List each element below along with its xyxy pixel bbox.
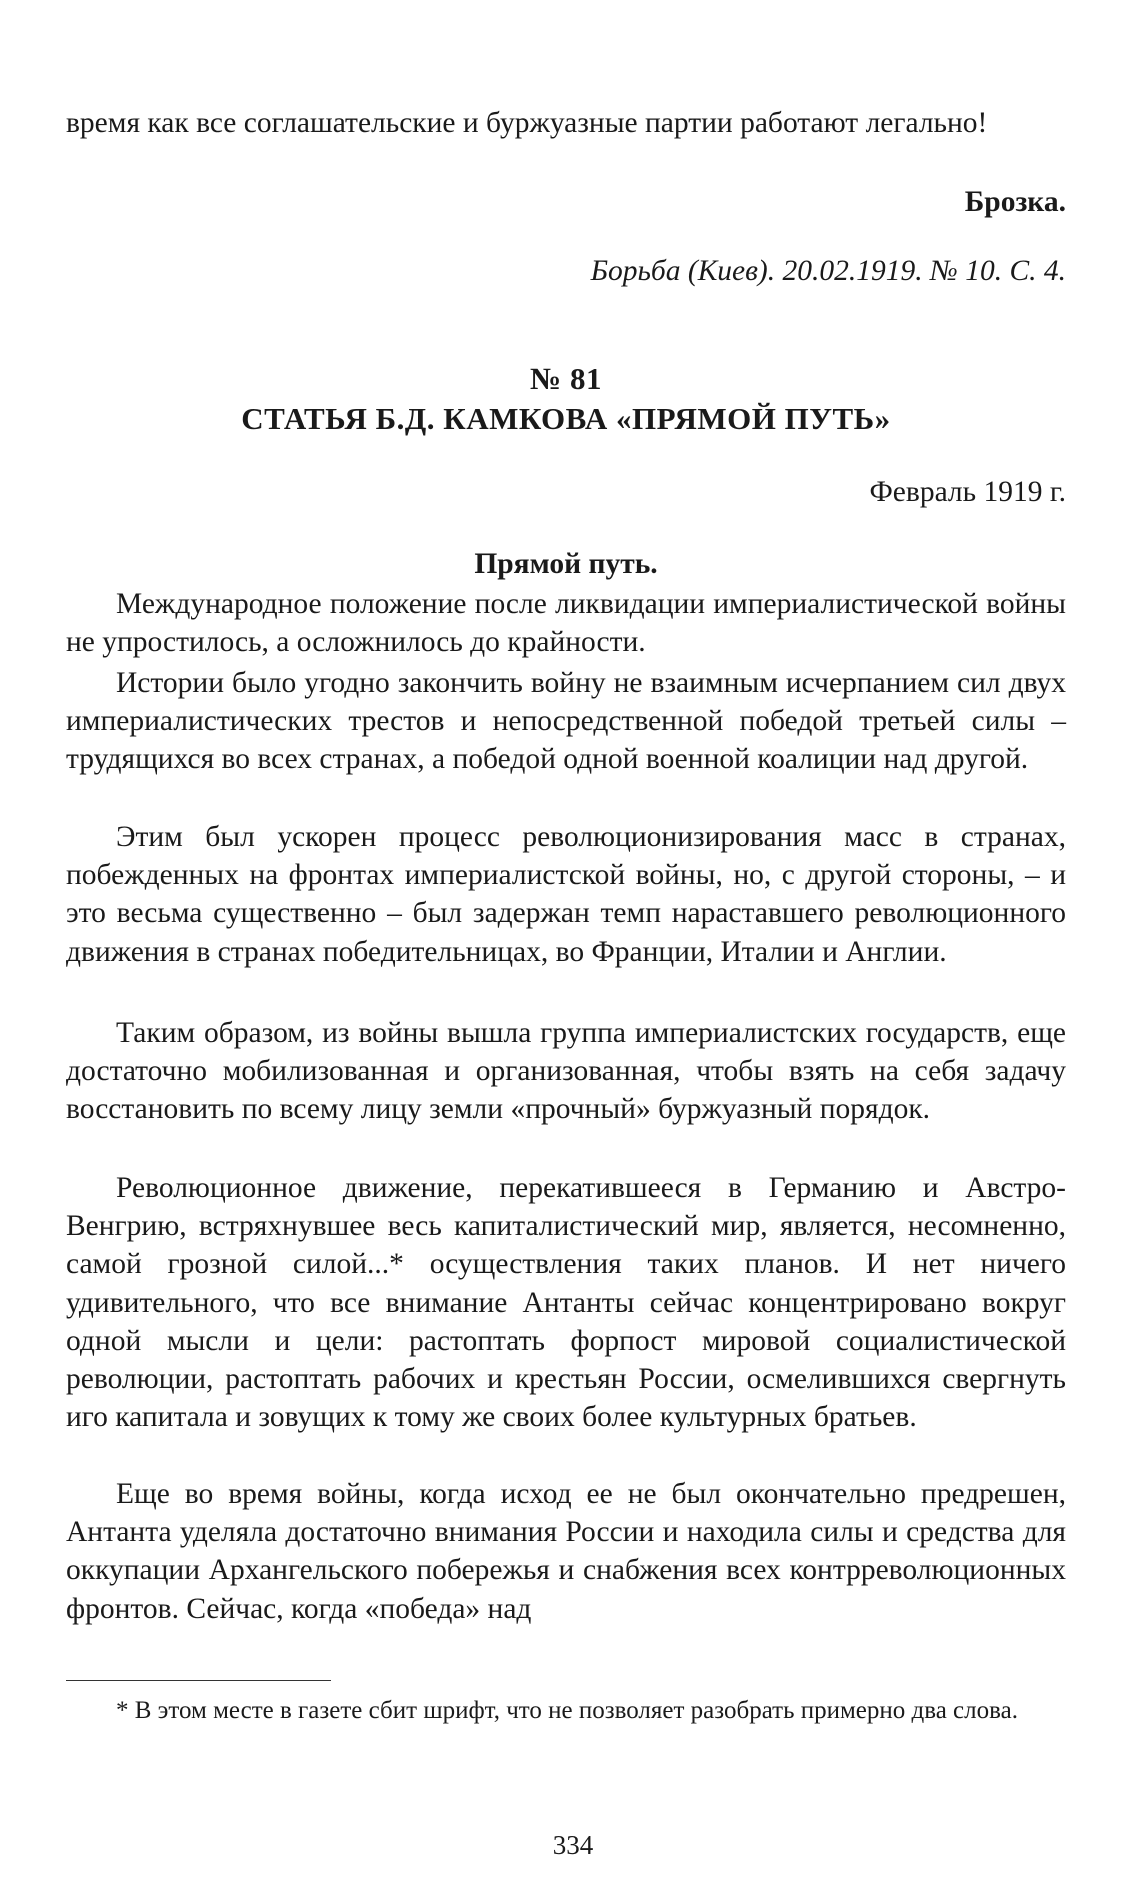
- intro-paragraph: время как все соглашательские и буржуазные партии работают легально!: [66, 107, 988, 139]
- body-paragraph: Истории было угодно закончить войну не взаимным исчерпанием сил двух империалистических трестов и непосредственной победой третьей силы – трудящихся во всех странах, а победой одной военной коалиции над другой.: [66, 667, 1066, 776]
- body-paragraph: Таким образом, из войны вышла группа империалистских государств, еще достаточно мобилизованная и организованная, чтобы взять на себя задачу восстановить по всему лицу земли «прочный» буржуазный порядок.: [66, 1017, 1066, 1126]
- article-subtitle: Прямой путь.: [474, 548, 658, 580]
- page-number: 334: [552, 1830, 594, 1860]
- footnote-divider: [66, 1680, 331, 1681]
- document-number: № 81: [530, 361, 602, 396]
- body-paragraph: Международное положение после ликвидации империалистической войны не упростилось, а осложнилось до крайности.: [66, 588, 1066, 659]
- body-paragraph: Революционное движение, перекатившееся в Германию и Австро-Венгрию, встряхнувшее весь капиталистический мир, является, несомненно, самой грозной силой...* осуществления таких планов. И нет ничего удивительного, что все внимание Антанты сейчас концентрировано вокруг одной мысли и цели: растоптать форпост мировой социалистической революции, растоптать рабочих и крестьян России, осмелившихся свергнуть иго капитала и зовущих к тому же своих более культурных братьев.: [66, 1172, 1066, 1434]
- document-date: Февраль 1919 г.: [869, 476, 1066, 508]
- source-citation: Борьба (Киев). 20.02.1919. № 10. С. 4.: [590, 255, 1066, 287]
- footnote: * В этом месте в газете сбит шрифт, что не позволяет разобрать примерно два слова.: [116, 1697, 1018, 1724]
- body-paragraph: Еще во время войны, когда исход ее не был окончательно предрешен, Антанта уделяла достаточно внимания России и находила силы и средства для оккупации Архангельского побережья и снабжения всех контрреволюционных фронтов. Сейчас, когда «победа» над: [66, 1478, 1066, 1625]
- body-paragraph: Этим был ускорен процесс революционизирования масс в странах, побежденных на фронтах империалистской войны, но, с другой стороны, – и это весьма существенно – был задержан темп нараставшего революционного движения в странах победительницах, во Франции, Италии и Англии.: [66, 821, 1066, 968]
- document-title: СТАТЬЯ Б.Д. КАМКОВА «ПРЯМОЙ ПУТЬ»: [241, 401, 891, 436]
- author-signature: Брозка.: [964, 186, 1066, 218]
